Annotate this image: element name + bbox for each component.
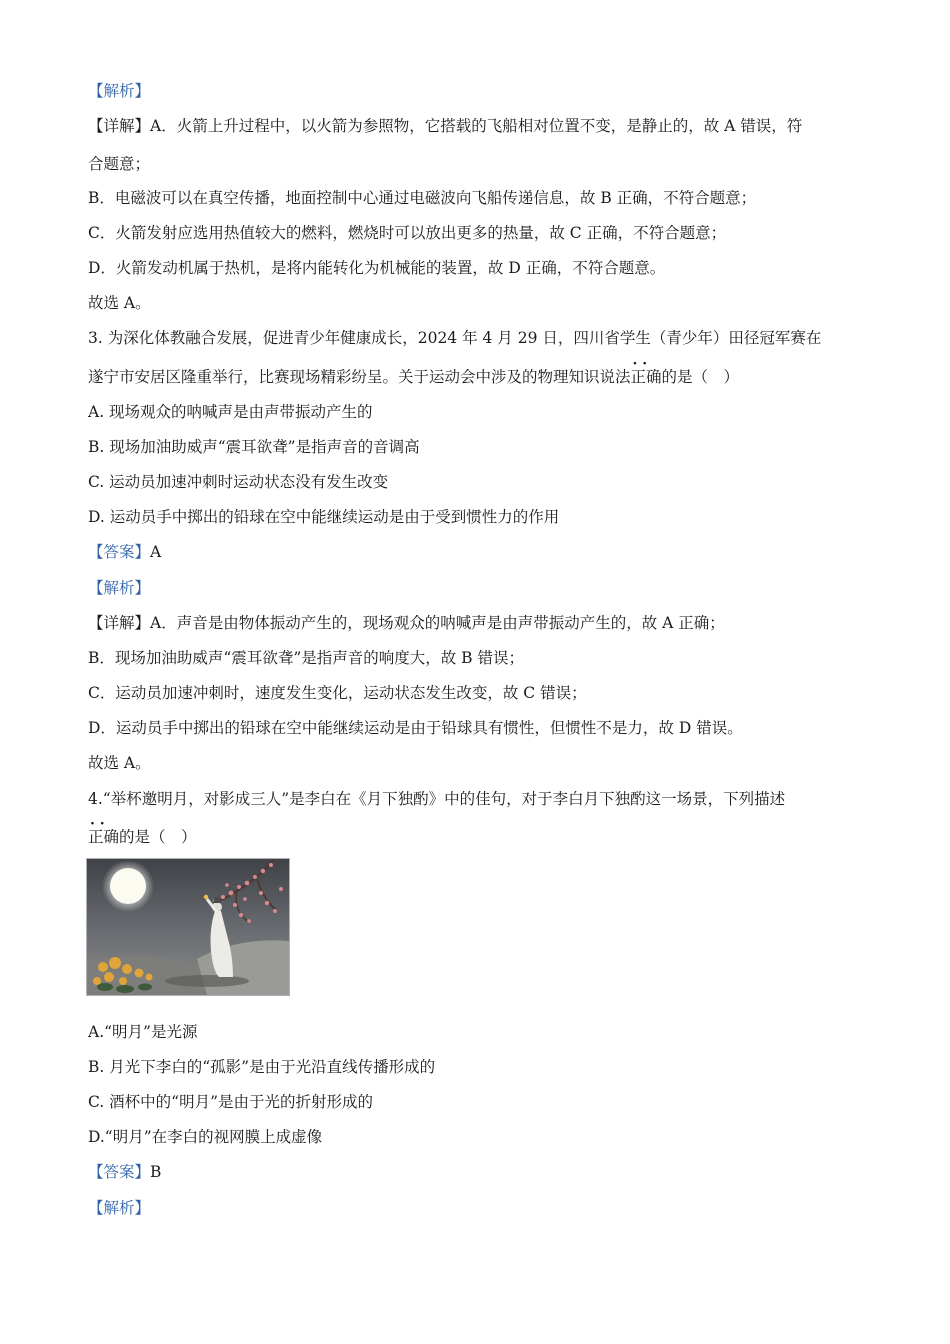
analysis-heading: 【解析】 — [88, 82, 151, 100]
option-explanation: D．火箭发动机属于热机，是将内能转化为机械能的装置，故 D 正确，不符合题意。 — [88, 259, 666, 277]
poet-shadow — [165, 975, 249, 987]
option-d: D.“明月”在李白的视网膜上成虚像 — [88, 1128, 323, 1146]
detail-line: 【详解】A．火箭上升过程中，以火箭为参照物，它搭载的飞船相对位置不变，是静止的，故 A 错误，符 — [88, 117, 803, 135]
option-explanation: B．现场加油助威声“震耳欲聋”是指声音的响度大，故 B 错误； — [88, 649, 524, 667]
answer-line: 【答案】B — [88, 1163, 162, 1181]
question-3-stem: 3. 为深化体教融合发展，促进青少年健康成长，2024 年 4 月 29 日，四川省学生（青少年）田径冠军赛在 — [88, 329, 822, 347]
moonlit-poet-illustration — [86, 858, 290, 996]
option-a: A.“明月”是光源 — [88, 1023, 198, 1041]
conclusion-line: 故选 A。 — [88, 754, 151, 772]
option-c: C. 运动员加速冲刺时运动状态没有发生改变 — [88, 473, 389, 491]
question-3-stem-cont: 遂宁市安居区隆重举行，比赛现场精彩纷呈。关于运动会中涉及的物理知识说法· · 正确的是（ ） — [88, 366, 739, 388]
moon-icon — [110, 868, 146, 904]
option-b: B. 现场加油助威声“震耳欲聋”是指声音的音调高 — [88, 438, 420, 456]
option-explanation: D．运动员手中掷出的铅球在空中能继续运动是由于铅球具有惯性，但惯性不是力，故 D 错误。 — [88, 719, 743, 737]
emphasized-word: · · 正确 — [88, 826, 119, 848]
analysis-heading: 【解析】 — [88, 579, 151, 597]
option-a: A. 现场观众的呐喊声是由声带振动产生的 — [88, 403, 373, 421]
option-explanation: C．火箭发射应选用热值较大的燃料，燃烧时可以放出更多的热量，故 C 正确，不符合题意； — [88, 224, 727, 242]
conclusion-line: 故选 A。 — [88, 294, 151, 312]
wine-cup-icon — [204, 895, 208, 899]
option-explanation: C．运动员加速冲刺时，速度发生变化，运动状态发生改变，故 C 错误； — [88, 684, 587, 702]
option-b: B. 月光下李白的“孤影”是由于光沿直线传播形成的 — [88, 1058, 436, 1076]
analysis-heading: 【解析】 — [88, 1199, 151, 1217]
illustration-svg — [87, 859, 289, 995]
question-4-stem: 4.“举杯邀明月，对影成三人”是李白在《月下独酌》中的佳句，对于李白月下独酌这一场景，下列描述 — [88, 790, 786, 808]
option-explanation: B．电磁波可以在真空传播，地面控制中心通过电磁波向飞船传递信息，故 B 正确，不符合题意； — [88, 189, 757, 207]
question-4-stem-cont: · · 正确的是（ ） — [88, 826, 197, 848]
emphasized-word: · · 正确 — [631, 366, 662, 388]
detail-line: 【详解】A．声音是由物体振动产生的，现场观众的呐喊声是由声带振动产生的，故 A 正确； — [88, 614, 725, 632]
text-line: 合题意； — [88, 155, 151, 173]
option-d: D. 运动员手中掷出的铅球在空中能继续运动是由于受到惯性力的作用 — [88, 508, 560, 526]
option-c: C. 酒杯中的“明月”是由于光的折射形成的 — [88, 1093, 374, 1111]
answer-line: 【答案】A — [88, 543, 162, 561]
